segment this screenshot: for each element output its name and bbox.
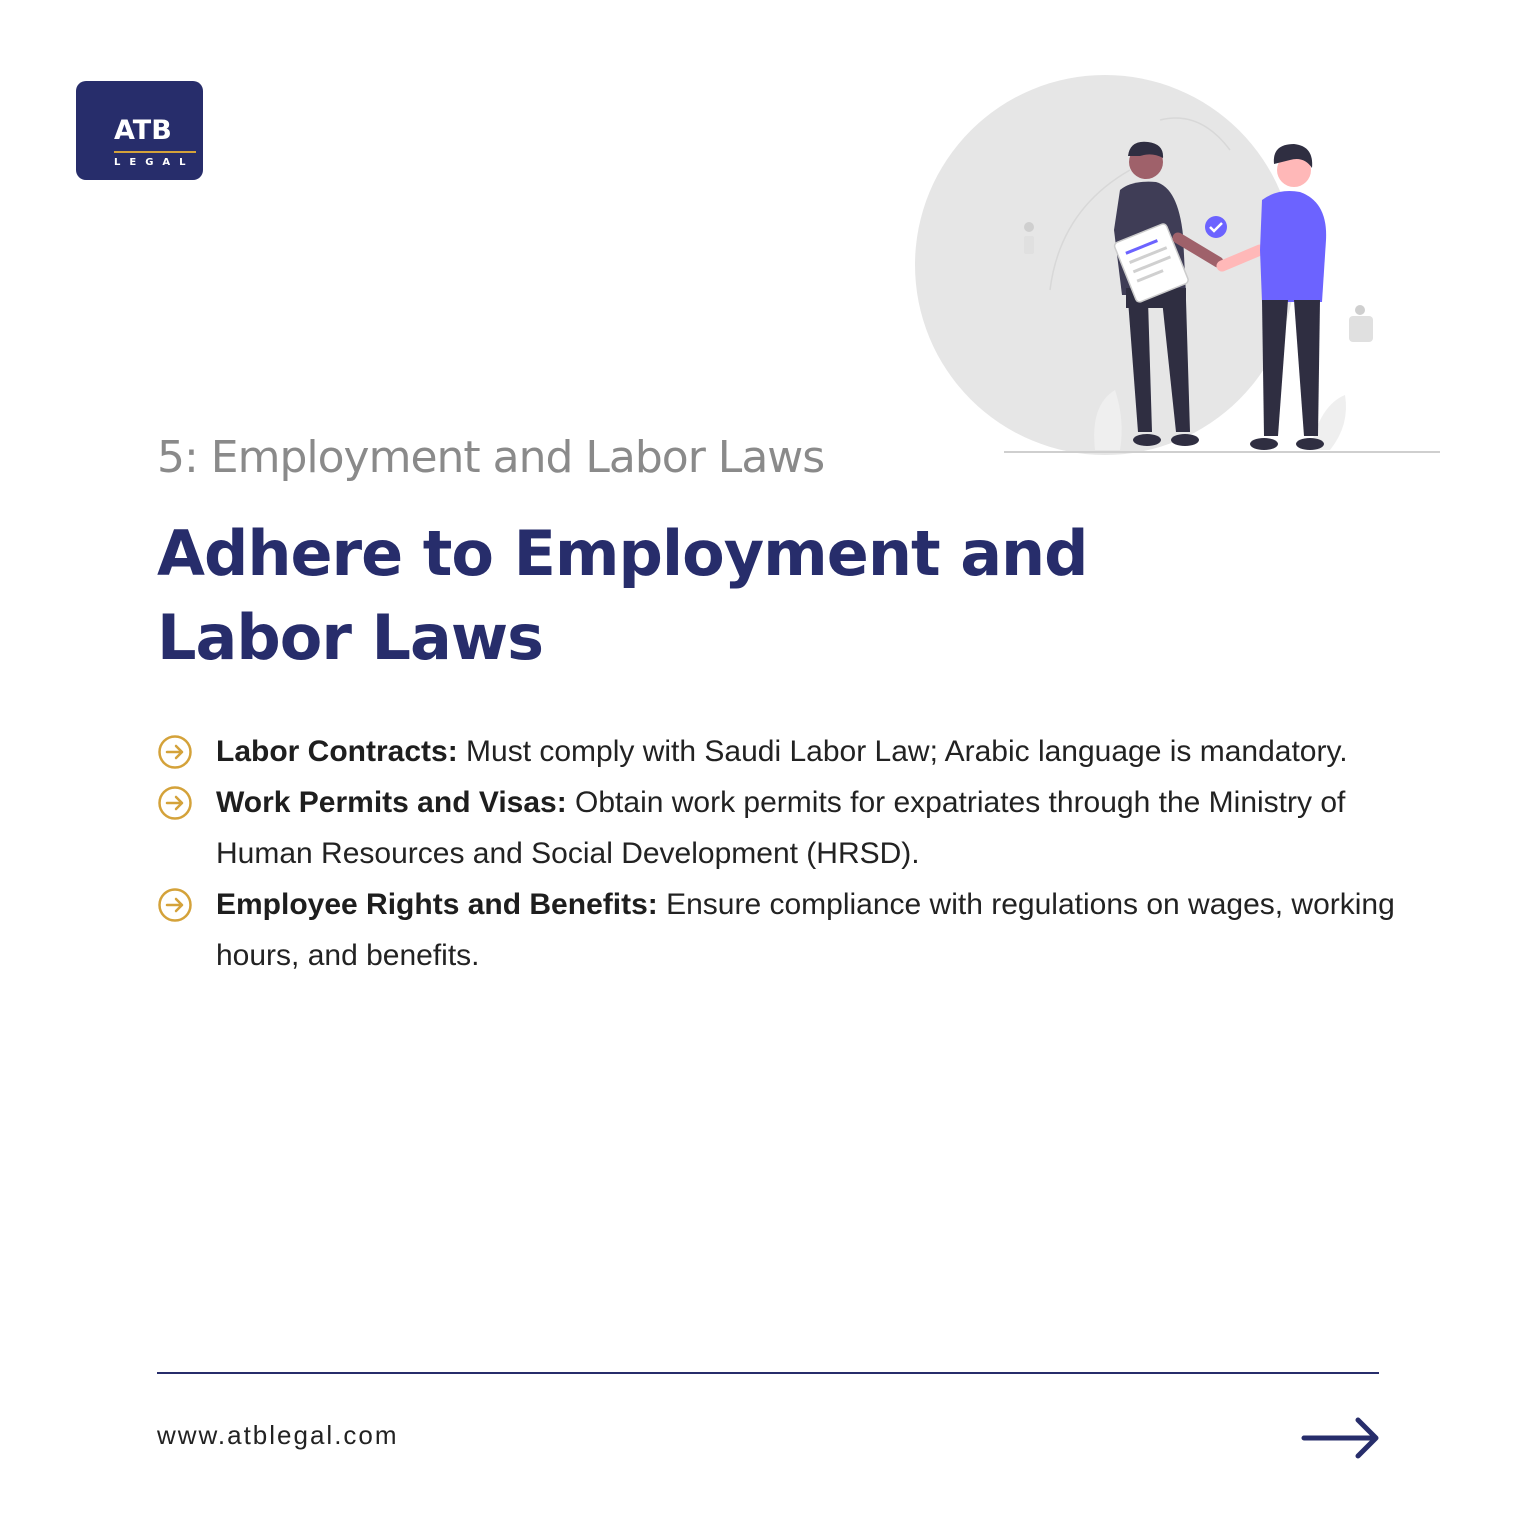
list-item-text [216, 726, 1397, 777]
list-item-description: Obtain work permits for expatriates through the Ministry of Human Resources and Social Development (HRSD). [216, 786, 1346, 870]
brand-logo [76, 81, 203, 180]
logo-subtext: LEGAL [114, 157, 195, 168]
list-item [157, 726, 1397, 777]
arrow-right-circle-icon [157, 734, 193, 770]
list-item-description: Ensure compliance with regulations on wages, working hours, and benefits. [216, 888, 1395, 972]
arrow-right-circle-icon [157, 785, 193, 821]
page-title-line-2: Labor Laws [157, 601, 544, 674]
section-subtitle: 5: Employment and Labor Laws [157, 432, 825, 483]
logo-underline [114, 151, 196, 153]
list-item [157, 777, 1397, 879]
list-item-label: Employee Rights and Benefits: [216, 888, 658, 921]
list-item-label: Labor Contracts: [216, 735, 458, 768]
logo-wordmark: ATB [114, 115, 172, 146]
handshake-illustration [900, 60, 1460, 480]
list-item-text [216, 777, 1397, 879]
footer-divider [157, 1372, 1379, 1374]
website-link[interactable]: www.atblegal.com [157, 1420, 399, 1450]
list-item-text [216, 879, 1397, 981]
page-title [157, 512, 1257, 680]
requirements-list [157, 726, 1397, 981]
arrow-right-circle-icon [157, 887, 193, 923]
list-item-description: Must comply with Saudi Labor Law; Arabic language is mandatory. [457, 735, 1348, 768]
list-item [157, 879, 1397, 981]
arrow-right-icon[interactable] [1300, 1416, 1382, 1460]
page-title-line-1: Adhere to Employment and [157, 517, 1088, 590]
list-item-label: Work Permits and Visas: [216, 786, 567, 819]
